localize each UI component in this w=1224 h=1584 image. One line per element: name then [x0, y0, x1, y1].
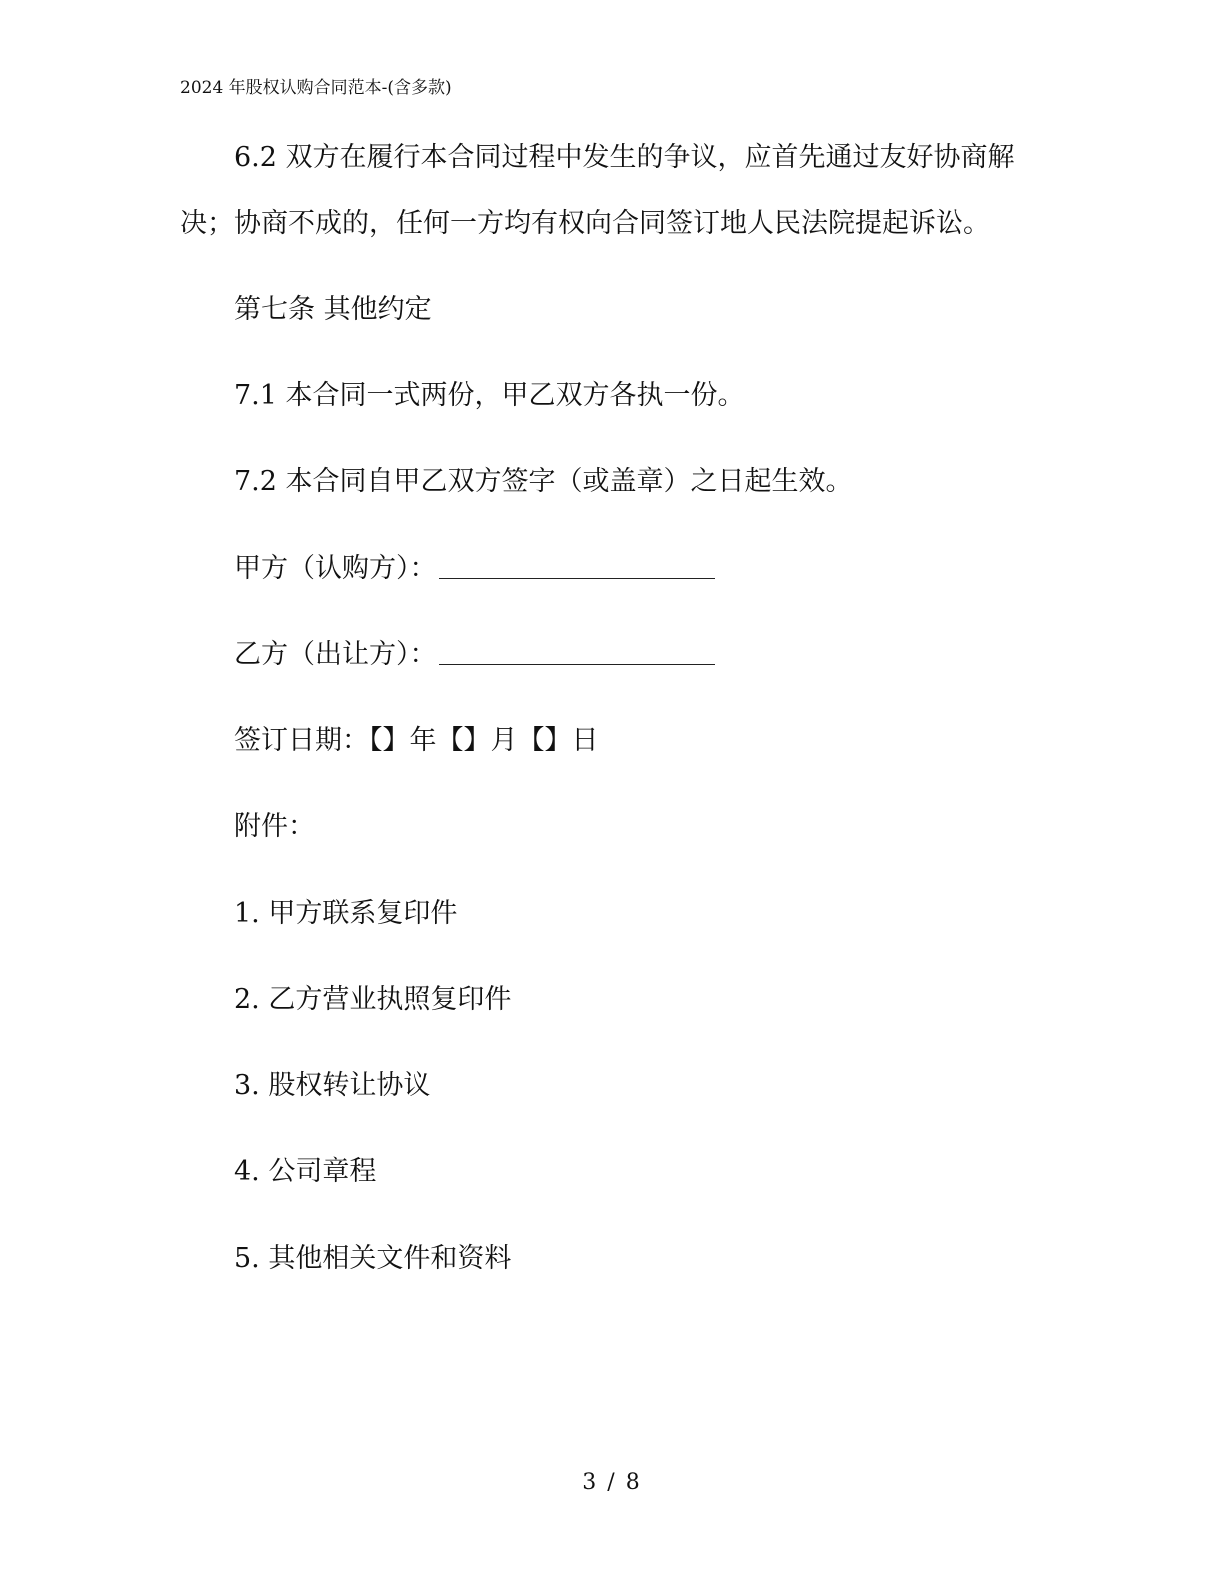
clause-6-2-line1: 6.2 双方在履行本合同过程中发生的争议，应首先通过友好协商解 — [234, 142, 1015, 173]
party-b-signature-row — [234, 637, 715, 673]
attachment-item: 3. 股权转让协议 — [234, 1070, 431, 1101]
clause-7-2: 7.2 本合同自甲乙双方签字（或盖章）之日起生效。 — [234, 466, 853, 497]
attachment-item: 5. 其他相关文件和资料 — [234, 1243, 512, 1274]
sign-date: 签订日期：【】年【】月【】日 — [234, 725, 599, 756]
clause-7-1: 7.1 本合同一式两份，甲乙双方各执一份。 — [234, 380, 745, 411]
document-header: 2024 年股权认购合同范本-(含多款) — [180, 78, 452, 98]
clause-6-2-line2: 决；协商不成的，任何一方均有权向合同签订地人民法院提起诉讼。 — [180, 208, 990, 239]
attachment-item: 1. 甲方联系复印件 — [234, 898, 458, 929]
party-a-label: 甲方（认购方）： — [234, 553, 437, 584]
page-indicator: 3 / 8 — [582, 1470, 642, 1495]
attachments-title: 附件： — [234, 811, 315, 842]
party-a-signature-line — [439, 556, 715, 579]
party-b-label: 乙方（出让方）： — [234, 639, 437, 670]
attachment-item: 2. 乙方营业执照复印件 — [234, 984, 512, 1015]
article-7-title: 第七条 其他约定 — [234, 294, 432, 325]
attachment-item: 4. 公司章程 — [234, 1156, 377, 1187]
party-b-signature-line — [439, 642, 715, 665]
party-a-signature-row — [234, 551, 715, 587]
